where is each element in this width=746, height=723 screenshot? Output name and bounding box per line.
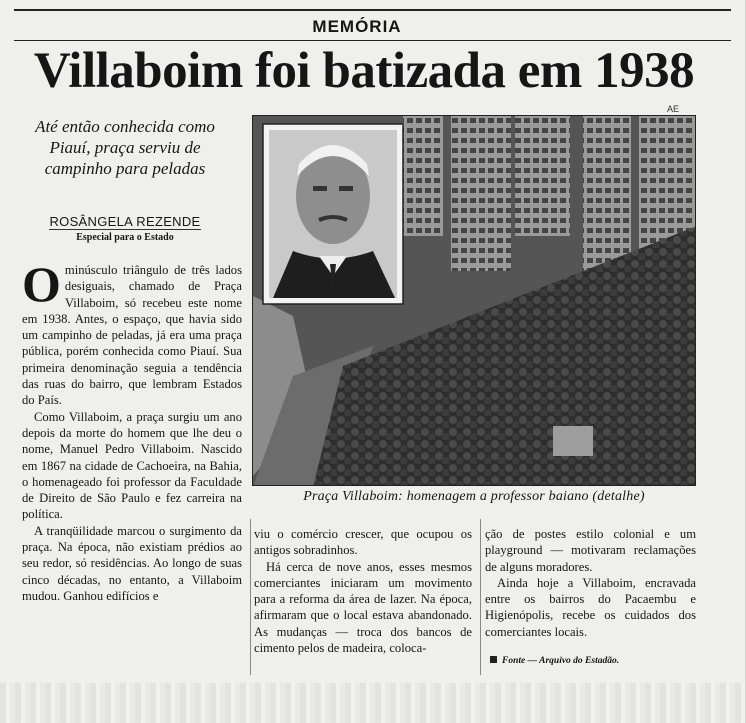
drop-cap: O — [22, 256, 61, 312]
building — [515, 116, 570, 236]
building — [583, 116, 631, 276]
article-column-1 — [22, 256, 242, 604]
square-bullet-icon — [490, 656, 497, 663]
article-column-2 — [254, 526, 472, 656]
paragraph: viu o comércio crescer, que ocupou os antigos sobradinhos. — [254, 527, 472, 558]
photo-illustration — [253, 116, 696, 486]
building — [403, 116, 443, 236]
headline: Villaboim foi batizada em 1938 — [33, 43, 695, 99]
building — [451, 116, 511, 271]
section-label: MEMÓRIA — [312, 17, 402, 36]
torn-paper-edge — [0, 683, 745, 723]
column-rule — [480, 519, 481, 675]
paragraph-text: minúsculo triângulo de três lados desiguais, chamado de Praça Villaboim, só recebeu este nome em 1938. Antes, o espaço, que havia sido um campinho de peladas, já era uma praça pública, porém conhecida como Piauí. Sua primeira denominação seguia a tendência das ruas do bairro, que lembram Estados do País. — [22, 263, 242, 408]
photo-caption: Praça Villaboim: homenagem a professor baiano (detalhe) — [303, 489, 645, 504]
paragraph — [22, 256, 242, 409]
paragraph: ção de postes estilo colonial e um playground — motivaram reclamações de alguns moradores. — [485, 527, 696, 574]
paragraph: Ainda hoje a Villaboim, encravada entre os bairros do Pacaembu e Higienópolis, recebe os cuidados dos comerciantes locais. — [485, 575, 696, 639]
byline-author-name: ROSÂNGELA REZENDE — [49, 214, 201, 229]
column-rule — [250, 519, 251, 675]
aerial-photo — [252, 115, 696, 486]
article-column-3 — [485, 526, 696, 640]
byline-role: Especial para o Estado — [76, 232, 174, 243]
paragraph: Há cerca de nove anos, esses mesmos comerciantes iniciaram um movimento para a reforma da área de lazer. Na época, afirmaram que o local estava abandonado. As mudanças — troca dos bancos de cimento pelos de madeira, coloca- — [254, 559, 472, 656]
small-building — [553, 426, 593, 456]
paragraph: A tranqüilidade marcou o surgimento da praça. Na época, não existiam prédios ao seu redor, só residências. Ao longo de suas cinco décadas, no entanto, a Villaboim mudou. Ganhou edifícios e — [22, 523, 242, 603]
source-text: Fonte — Arquivo do Estadão. — [502, 656, 620, 666]
section-rule — [14, 40, 731, 41]
subhead: Até então conhecida como Piauí, praça serviu de campinho para peladas — [35, 117, 215, 178]
top-rule — [14, 9, 731, 11]
photo-credit: AE — [667, 104, 680, 114]
paragraph: Como Villaboim, a praça surgiu um ano depois da morte do homem que lhe deu o nome, Manuel Pedro Villaboim. Nascido em 1867 na cidade de Cachoeira, na Bahia, o homenageado foi professor da Faculdade de Direito de São Paulo e fez carreira na política. — [22, 409, 242, 522]
byline-author — [20, 214, 230, 229]
source-note — [490, 656, 619, 666]
